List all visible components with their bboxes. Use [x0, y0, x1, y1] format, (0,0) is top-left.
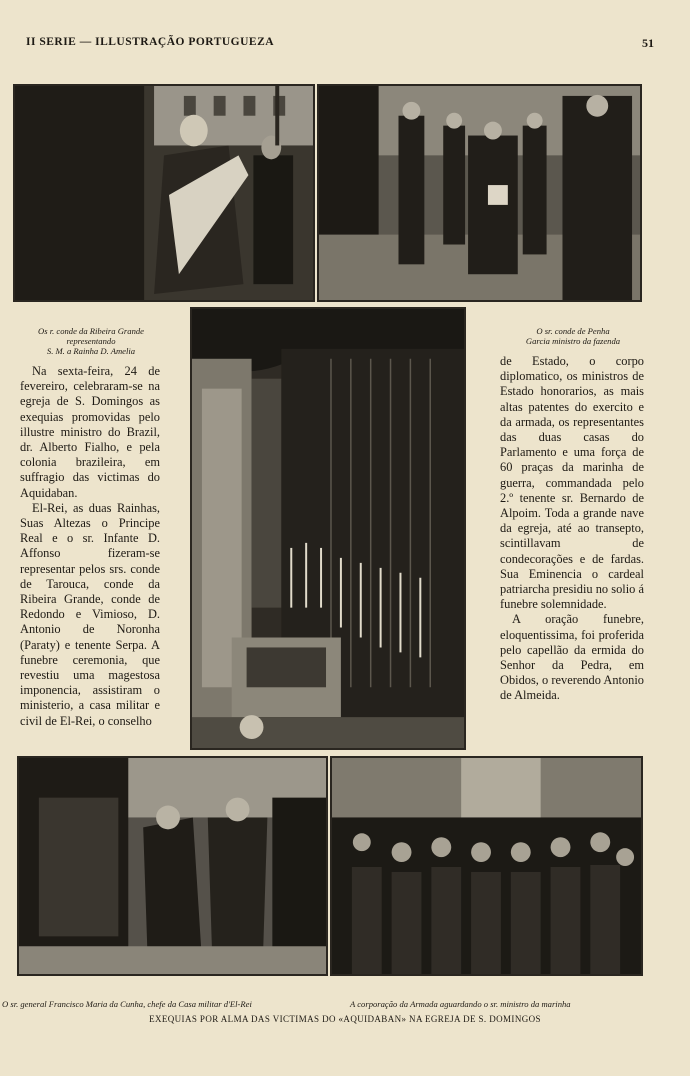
article-paragraph: de Estado, o corpo diplomatico, os ministros de Estado honorarios, as mais altas patentes do exercito e da armada, os representantes das duas casas do Parlamento e uma força de 60 praças da marinha de guerra, commandada pelo 2.º tenente sr. Bernardo de Alpoim. Toda a grande nave da egreja, até ao transepto, scintillavam de condecorações e de fardas. Sua Eminencia o cardeal patriarcha presidiu no solio á funebre solemnidade.: [500, 354, 644, 612]
photo-conde-penha-garcia: [317, 84, 642, 302]
article-paragraph: Na sexta-feira, 24 de fevereiro, celebraram-se na egreja de S. Domingos as exequias promovidas pelo illustre ministro do Brazil, dr. Alberto Fialho, e pela colonia brazileira, em suffragio das victimas do Aquidaban.: [20, 364, 160, 500]
article-paragraph: A oração funebre, eloquentissima, foi proferida pelo capellão da ermida do Senhor da Pedra, em Obidos, o reverendo Antonio de Almeida.: [500, 612, 644, 703]
caption-top-left-line-3: S. M. a Rainha D. Amelia: [46, 346, 136, 356]
footer-title: EXEQUIAS POR ALMA DAS VICTIMAS DO «AQUIDABAN» NA EGREJA DE S. DOMINGOS: [149, 1014, 541, 1024]
photo-corporacao-armada: [330, 756, 643, 976]
caption-top-right: [488, 326, 658, 346]
photo-conde-ribeira-grande-image: [15, 86, 313, 300]
running-header: [26, 36, 274, 48]
series-label: II SERIE: [26, 36, 77, 48]
magazine-title: ILLUSTRAÇÃO PORTUGUEZA: [95, 36, 275, 48]
caption-top-left-line-2: representando: [66, 336, 116, 346]
caption-bottom-right: A corporação da Armada aguardando o sr. ministro da marinha: [350, 999, 571, 1009]
article-left-column: [20, 364, 160, 729]
photo-general-francisco-cunha: [17, 756, 328, 976]
photo-church-interior-image: [192, 309, 464, 748]
photo-conde-ribeira-grande: [13, 84, 315, 302]
photo-general-francisco-cunha-image: [19, 758, 326, 974]
caption-top-left: [16, 326, 166, 356]
article-right-column: [500, 354, 644, 704]
caption-bottom-left: O sr. general Francisco Maria da Cunha, chefe da Casa militar d'El-Rei: [2, 999, 252, 1009]
page-number: 51: [642, 36, 654, 50]
article-paragraph: El-Rei, as duas Rainhas, Suas Altezas o Principe Real e o sr. Infante D. Affonso fizeram-se representar pelos srs. conde de Tarouca, conde da Ribeira Grande, conde de Redondo e Vimioso, D. Antonio de Noronha (Paraty) e tenente Serpa. A funebre ceremonia, que revestiu uma magestosa imponencia, assistiram o ministerio, a casa militar e civil de El-Rei, o conselho: [20, 500, 160, 728]
photo-corporacao-armada-image: [332, 758, 641, 974]
caption-top-right-line-1: O sr. conde de Penha: [536, 326, 610, 336]
header-dash: —: [76, 36, 96, 48]
caption-top-right-line-2: Garcia ministro da fazenda: [525, 336, 621, 346]
photo-church-interior: [190, 307, 466, 750]
caption-top-left-line-1: Os r. conde da Ribeira Grande: [38, 326, 144, 336]
photo-conde-penha-garcia-image: [319, 86, 640, 300]
